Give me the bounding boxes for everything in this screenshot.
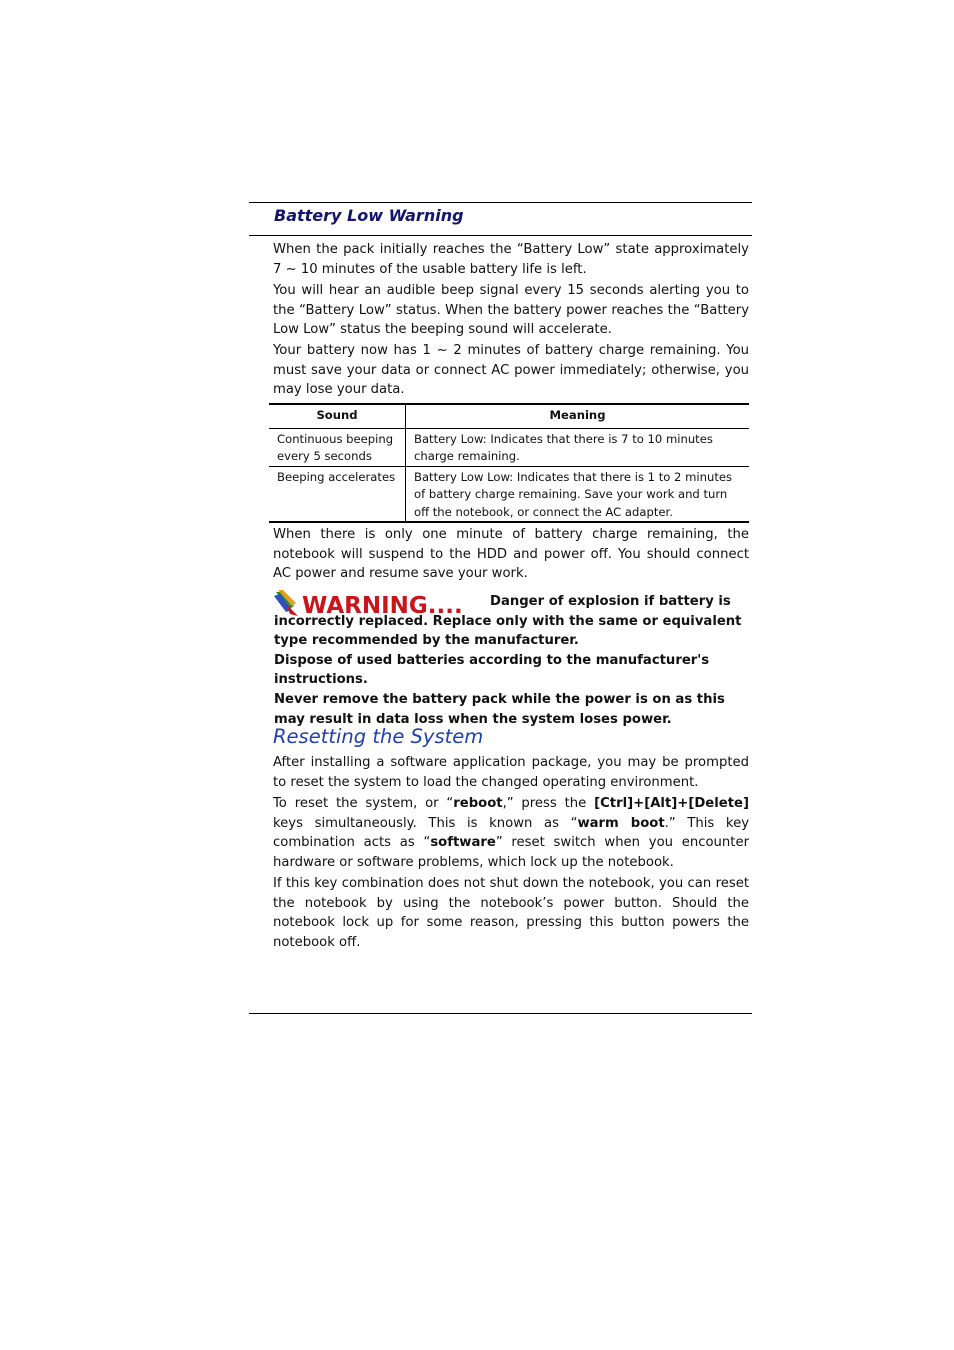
warning-line-never-remove: Never remove the battery pack while the power is on as this may result in data loss when the system loses power. — [274, 691, 725, 727]
paragraph-reboot: To reset the system, or “reboot,” press the [Ctrl]+[Alt]+[Delete] keys simultaneously. This is known as “warm boot.” This key combination acts as “software” reset switch when you encounter hardware or software problems, which lock up the notebook. — [273, 796, 749, 870]
warning-line-dispose: Dispose of used batteries according to the manufacturer's instructions. — [274, 652, 710, 688]
table-header-row — [269, 404, 749, 428]
table-header-meaning: Meaning — [406, 404, 750, 428]
reboot-term: reboot — [453, 796, 503, 811]
paragraph-beep-signal: You will hear an audible beep signal every 15 seconds alerting you to the “Battery Low” status. When the battery power reaches the “Battery Low Low” status the beeping sound will accelerate. — [273, 283, 749, 338]
table-cell-meaning: Battery Low: Indicates that there is 7 to 10 minutes charge remaining. — [406, 428, 750, 466]
table-cell-sound: Continuous beeping every 5 seconds — [269, 428, 406, 466]
table-cell-meaning: Battery Low Low: Indicates that there is 1 to 2 minutes of battery charge remaining. Save your work and turn off the notebook, or connect the AC adapter. — [406, 466, 750, 522]
section-heading: Battery Low Warning — [274, 206, 464, 225]
top-rule — [249, 202, 752, 203]
software-term: software — [430, 835, 496, 851]
bottom-rule — [249, 1013, 752, 1014]
key-combination: [Ctrl]+[Alt]+[Delete] — [594, 796, 749, 811]
paragraph-one-minute: When there is only one minute of battery charge remaining, the notebook will suspend to the HDD and power off. You should connect AC power and resume save your work. — [273, 527, 749, 582]
warning-line-explosion: Danger of explosion if battery is incorrectly replaced. Replace only with the same or equivalent type recommended by the manufacturer. — [274, 594, 742, 649]
table-row — [269, 428, 749, 466]
warning-text — [274, 592, 752, 729]
warning-logo-text: WARNING.... — [302, 593, 463, 618]
warm-boot-term: warm boot — [577, 815, 665, 831]
reset-heading: Resetting the System — [273, 725, 484, 748]
heading-rule — [249, 235, 752, 236]
paragraph-after-installing: After installing a software application package, you may be prompted to reset the system to load the changed operating environment. — [273, 755, 749, 790]
paragraph-power-button: If this key combination does not shut down the notebook, you can reset the notebook by using the notebook’s power button. Should the notebook lock up for some reason, pressing this button powers the notebook off. — [273, 876, 749, 950]
table-header-sound: Sound — [269, 404, 406, 428]
beep-meaning-table — [269, 403, 749, 523]
table-cell-sound: Beeping accelerates — [269, 466, 406, 522]
table-row — [269, 466, 749, 522]
paragraph-charge-remaining: Your battery now has 1 ~ 2 minutes of battery charge remaining. You must save your data or connect AC power immediately; otherwise, you may lose your data. — [273, 343, 749, 398]
paragraph-battery-low-state: When the pack initially reaches the “Battery Low” state approximately 7 ~ 10 minutes of the usable battery life is left. — [273, 242, 749, 277]
